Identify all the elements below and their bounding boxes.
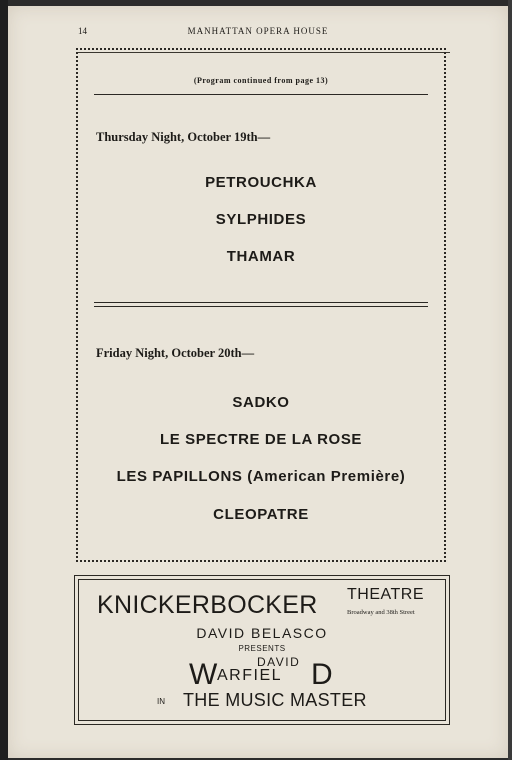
ad-inner-border — [78, 579, 446, 721]
scan-edge-right — [508, 0, 512, 760]
program-listing-box — [76, 48, 446, 562]
ballet-title: LE SPECTRE DE LA ROSE — [159, 431, 363, 448]
ballet-title: LES PAPILLONS (American Première) — [116, 468, 406, 485]
program-page — [8, 6, 508, 758]
section-divider — [94, 302, 428, 307]
presents-label: PRESENTS — [238, 644, 286, 653]
ballet-title: THAMAR — [226, 248, 296, 265]
theatre-advertisement — [74, 575, 450, 725]
star-first-name: DAVID — [257, 655, 301, 669]
producer-name: DAVID BELASCO — [196, 625, 328, 641]
in-word: IN — [157, 697, 165, 706]
ballet-title: SYLPHIDES — [215, 211, 307, 228]
theatre-address: Broadway and 38th Street — [347, 609, 415, 616]
star-last-final: D — [311, 658, 333, 691]
running-title: MANHATTAN OPERA HOUSE — [187, 26, 329, 36]
theatre-word: THEATRE — [347, 586, 424, 603]
ballet-title: SADKO — [232, 394, 290, 411]
ballet-title: CLEOPATRE — [213, 506, 309, 523]
page-number: 14 — [78, 26, 87, 36]
ballet-title: PETROUCHKA — [205, 174, 317, 191]
thursday-heading: Thursday Night, October 19th— — [96, 130, 271, 144]
play-title: THE MUSIC MASTER — [183, 690, 367, 710]
star-last-initial: W — [189, 658, 218, 691]
star-last-middle: ARFIEL — [217, 667, 283, 684]
theatre-name: KNICKERBOCKER — [97, 591, 318, 619]
top-rule — [94, 94, 428, 95]
scan-edge-left — [0, 0, 8, 760]
continued-note: (Program continued from page 13) — [193, 76, 329, 85]
page-header — [8, 22, 508, 42]
friday-heading: Friday Night, October 20th— — [96, 346, 255, 360]
